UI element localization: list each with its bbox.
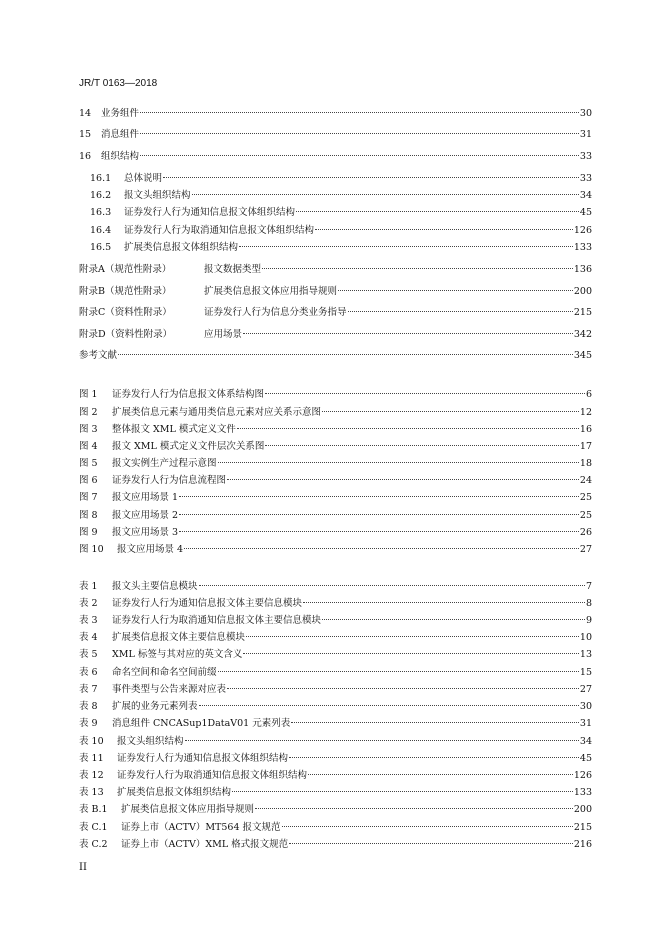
entry-title: 整体报文 XML 模式定义文件 <box>112 424 236 435</box>
entry-page: 8 <box>585 598 592 609</box>
toc-table-entry[interactable] <box>79 821 592 835</box>
leader-dots <box>303 602 585 603</box>
entry-title: 报文头组织结构 <box>117 736 184 747</box>
entry-title: 证券发行人行为信息流程图 <box>112 475 227 486</box>
leader-dots <box>237 428 579 429</box>
toc-table-entry[interactable] <box>79 717 592 731</box>
toc-entry[interactable] <box>79 349 592 363</box>
leader-dots <box>218 671 579 672</box>
entry-page: 33 <box>579 173 592 184</box>
toc-figure-entry[interactable] <box>79 440 592 454</box>
entry-page: 34 <box>579 736 592 747</box>
entry-title: 业务组件 <box>101 108 140 119</box>
entry-page: 45 <box>579 753 592 764</box>
leader-dots <box>192 194 579 195</box>
leader-dots <box>308 774 573 775</box>
entry-title: 事件类型与公告来源对应表 <box>112 684 227 695</box>
leader-dots <box>199 585 585 586</box>
toc-figure-entry[interactable] <box>79 509 592 523</box>
leader-dots <box>140 133 579 134</box>
standard-code: JR/T 0163—2018 <box>79 78 158 89</box>
leader-dots <box>232 791 573 792</box>
entry-page: 126 <box>573 225 592 236</box>
entry-title: 消息组件 <box>101 129 140 140</box>
entry-page: 10 <box>579 632 592 643</box>
entry-number: 表 5 <box>79 649 98 660</box>
toc-table-entry[interactable] <box>79 648 592 662</box>
leader-dots <box>118 354 573 355</box>
entry-number: 附录C（资料性附录） <box>79 307 172 318</box>
entry-page: 13 <box>579 649 592 660</box>
leader-dots <box>289 843 573 844</box>
entry-page: 6 <box>585 389 592 400</box>
entry-number: 表 2 <box>79 598 98 609</box>
entry-title: 证券发行人行为通知信息报文体组织结构 <box>117 753 289 764</box>
leader-dots <box>179 496 579 497</box>
leader-dots <box>163 177 579 178</box>
entry-title: XML 标签与其对应的英文含义 <box>112 649 243 660</box>
entry-title: 扩展类信息报文体组织结构 <box>124 242 239 253</box>
leader-dots <box>291 722 579 723</box>
leader-dots <box>243 653 579 654</box>
leader-dots <box>218 462 579 463</box>
entry-page: 33 <box>579 151 592 162</box>
leader-dots <box>246 636 579 637</box>
entry-title: 总体说明 <box>124 173 163 184</box>
entry-page: 30 <box>579 701 592 712</box>
leader-dots <box>265 445 579 446</box>
leader-dots <box>322 411 579 412</box>
entry-page: 133 <box>573 242 592 253</box>
leader-dots <box>315 229 573 230</box>
entry-number: 表 C.1 <box>79 822 108 833</box>
toc-figure-entry[interactable] <box>79 457 592 471</box>
toc-table-entry[interactable] <box>79 769 592 783</box>
entry-number: 表 8 <box>79 701 98 712</box>
entry-number: 16.4 <box>90 225 112 236</box>
entry-title: 报文应用场景 2 <box>112 510 179 521</box>
entry-title: 参考文献 <box>79 350 118 361</box>
toc-figure-entry[interactable] <box>79 423 592 437</box>
leader-dots <box>322 619 585 620</box>
entry-title: 扩展类信息元素与通用类信息元素对应关系示意图 <box>112 407 322 418</box>
toc-table-entry[interactable] <box>79 580 592 594</box>
entry-page: 215 <box>573 307 592 318</box>
entry-page: 345 <box>573 350 592 361</box>
toc-table-entry[interactable] <box>79 752 592 766</box>
entry-title: 报文头主要信息模块 <box>112 581 198 592</box>
entry-page: 215 <box>573 822 592 833</box>
entry-title: 证券发行人行为通知信息报文体组织结构 <box>124 207 296 218</box>
entry-title: 报文应用场景 1 <box>112 492 179 503</box>
entry-page: 26 <box>579 527 592 538</box>
toc-figure-entry[interactable] <box>79 491 592 505</box>
entry-number: 图 5 <box>79 458 98 469</box>
toc-entry[interactable] <box>79 150 592 164</box>
leader-dots <box>199 705 579 706</box>
toc-table-entry[interactable] <box>79 597 592 611</box>
toc-figure-entry[interactable] <box>79 474 592 488</box>
entry-number: 16.1 <box>90 173 112 184</box>
entry-number: 图 7 <box>79 492 98 503</box>
entry-number: 图 8 <box>79 510 98 521</box>
entry-number: 表 9 <box>79 718 98 729</box>
entry-title: 证券发行人行为取消通知信息报文体主要信息模块 <box>112 615 322 626</box>
leader-dots <box>227 479 579 480</box>
entry-page: 9 <box>585 615 592 626</box>
entry-number: 表 4 <box>79 632 98 643</box>
entry-page: 12 <box>579 407 592 418</box>
entry-title: 组织结构 <box>101 151 140 162</box>
entry-number: 表 1 <box>79 581 98 592</box>
entry-page: 133 <box>573 787 592 798</box>
entry-page: 200 <box>573 804 592 815</box>
entry-number: 14 <box>79 108 92 119</box>
leader-dots <box>185 740 579 741</box>
entry-page: 16 <box>579 424 592 435</box>
leader-dots <box>289 757 579 758</box>
entry-title: 报文应用场景 4 <box>117 544 184 555</box>
toc-entry[interactable] <box>90 224 592 238</box>
toc-table-entry[interactable] <box>79 735 592 749</box>
entry-title: 证券发行人行为信息分类业务指导 <box>204 307 347 318</box>
toc-table-entry[interactable] <box>79 631 592 645</box>
entry-number: 16.3 <box>90 207 112 218</box>
entry-title: 报文 XML 模式定义文件层次关系图 <box>112 441 265 452</box>
toc-table-entry[interactable] <box>79 614 592 628</box>
entry-title: 证券上市（ACTV）MT564 报文规范 <box>121 822 281 833</box>
toc-figure-entry[interactable] <box>79 543 592 557</box>
entry-title: 扩展类信息报文体组织结构 <box>117 787 232 798</box>
entry-number: 图 10 <box>79 544 104 555</box>
toc-table-entry[interactable] <box>79 700 592 714</box>
entry-page: 34 <box>579 190 592 201</box>
entry-number: 表 10 <box>79 736 104 747</box>
entry-page: 30 <box>579 108 592 119</box>
entry-number: 16.2 <box>90 190 112 201</box>
entry-number: 16.5 <box>90 242 112 253</box>
toc-table-entry[interactable] <box>79 838 592 852</box>
entry-number: 附录D（资料性附录） <box>79 329 173 340</box>
entry-number: 附录B（规范性附录） <box>79 286 172 297</box>
toc-entry[interactable] <box>79 107 592 121</box>
entry-number: 图 6 <box>79 475 98 486</box>
entry-title: 扩展的业务元素列表 <box>112 701 198 712</box>
entry-page: 31 <box>579 129 592 140</box>
entry-title: 扩展类信息报文体应用指导规则 <box>121 804 255 815</box>
toc-entry[interactable] <box>79 306 592 320</box>
leader-dots <box>255 808 573 809</box>
entry-number: 图 1 <box>79 389 98 400</box>
toc-entry[interactable] <box>90 189 592 203</box>
toc-figure-entry[interactable] <box>79 406 592 420</box>
entry-number: 表 13 <box>79 787 104 798</box>
entry-number: 附录A（规范性附录） <box>79 264 172 275</box>
entry-title: 消息组件 CNCASup1DataV01 元素列表 <box>112 718 291 729</box>
entry-number: 图 3 <box>79 424 98 435</box>
entry-title: 扩展类信息报文体主要信息模块 <box>112 632 246 643</box>
leader-dots <box>338 290 573 291</box>
entry-number: 表 6 <box>79 667 98 678</box>
entry-page: 342 <box>573 329 592 340</box>
toc-entry[interactable] <box>90 241 592 255</box>
entry-page: 15 <box>579 667 592 678</box>
entry-page: 27 <box>579 684 592 695</box>
entry-number: 表 B.1 <box>79 804 108 815</box>
entry-number: 图 4 <box>79 441 98 452</box>
leader-dots <box>296 211 579 212</box>
entry-title: 报文应用场景 3 <box>112 527 179 538</box>
entry-page: 136 <box>573 264 592 275</box>
toc-entry[interactable] <box>79 263 592 277</box>
entry-page: 24 <box>579 475 592 486</box>
toc-entry[interactable] <box>79 328 592 342</box>
leader-dots <box>239 246 573 247</box>
entry-number: 表 C.2 <box>79 839 108 850</box>
toc-entry[interactable] <box>90 206 592 220</box>
leader-dots <box>140 155 579 156</box>
entry-number: 15 <box>79 129 92 140</box>
leader-dots <box>227 688 579 689</box>
entry-page: 45 <box>579 207 592 218</box>
leader-dots <box>140 112 579 113</box>
leader-dots <box>348 311 573 312</box>
entry-page: 25 <box>579 492 592 503</box>
entry-title: 证券发行人行为信息报文体系结构图 <box>112 389 265 400</box>
toc-entry[interactable] <box>79 128 592 142</box>
entry-title: 证券上市（ACTV）XML 格式报文规范 <box>121 839 289 850</box>
toc-figure-entry[interactable] <box>79 388 592 402</box>
leader-dots <box>265 393 585 394</box>
leader-dots <box>262 268 573 269</box>
entry-number: 图 2 <box>79 407 98 418</box>
entry-number: 表 7 <box>79 684 98 695</box>
entry-page: 216 <box>573 839 592 850</box>
leader-dots <box>184 548 579 549</box>
entry-page: 27 <box>579 544 592 555</box>
toc-entry[interactable] <box>90 172 592 186</box>
toc-table-entry[interactable] <box>79 786 592 800</box>
entry-page: 18 <box>579 458 592 469</box>
entry-number: 表 3 <box>79 615 98 626</box>
entry-number: 16 <box>79 151 92 162</box>
leader-dots <box>243 333 573 334</box>
toc-table-entry[interactable] <box>79 803 592 817</box>
entry-page: 25 <box>579 510 592 521</box>
entry-title: 扩展类信息报文体应用指导规则 <box>204 286 338 297</box>
entry-title: 报文实例生产过程示意图 <box>112 458 217 469</box>
toc-table-entry[interactable] <box>79 683 592 697</box>
page-number: II <box>79 862 87 873</box>
entry-title: 证券发行人行为取消通知信息报文体组织结构 <box>124 225 315 236</box>
toc-figure-entry[interactable] <box>79 526 592 540</box>
entry-page: 200 <box>573 286 592 297</box>
entry-page: 31 <box>579 718 592 729</box>
entry-title: 证券发行人行为取消通知信息报文体组织结构 <box>117 770 308 781</box>
entry-title: 报文数据类型 <box>204 264 262 275</box>
leader-dots <box>282 826 573 827</box>
entry-title: 命名空间和命名空间前缀 <box>112 667 217 678</box>
entry-title: 证券发行人行为通知信息报文体主要信息模块 <box>112 598 303 609</box>
entry-title: 报文头组织结构 <box>124 190 191 201</box>
entry-page: 17 <box>579 441 592 452</box>
entry-number: 图 9 <box>79 527 98 538</box>
leader-dots <box>179 514 579 515</box>
toc-entry[interactable] <box>79 285 592 299</box>
entry-title: 应用场景 <box>204 329 243 340</box>
leader-dots <box>179 531 579 532</box>
entry-page: 7 <box>585 581 592 592</box>
toc-table-entry[interactable] <box>79 666 592 680</box>
entry-number: 表 12 <box>79 770 104 781</box>
entry-number: 表 11 <box>79 753 104 764</box>
entry-page: 126 <box>573 770 592 781</box>
